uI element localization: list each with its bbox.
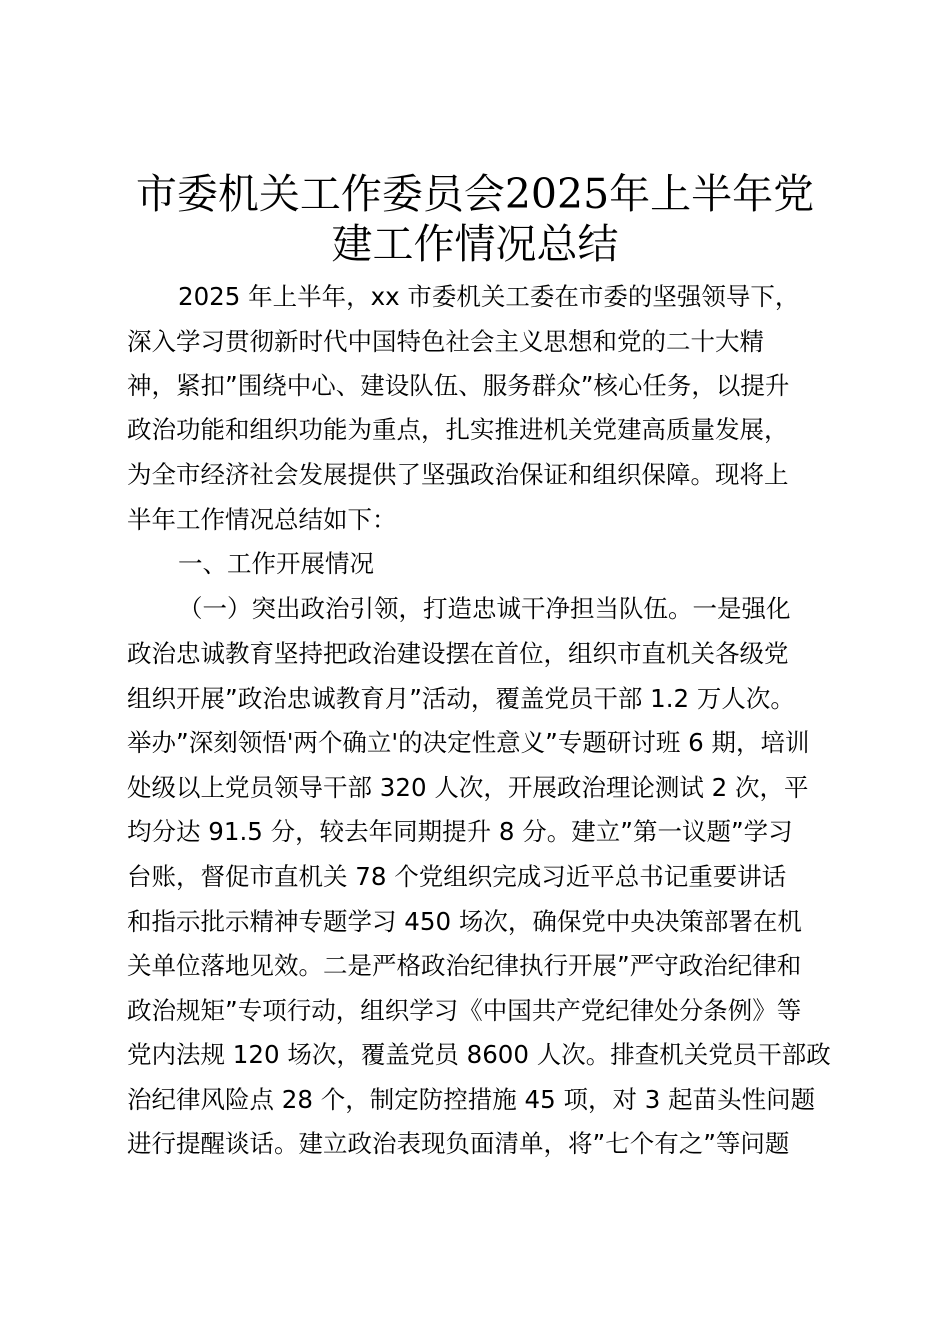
- body-line: 台账，督促市直机关 78 个党组织完成习近平总书记重要讲话: [127, 862, 787, 891]
- body-line: 神，紧扣”围绕中心、建设队伍、服务群众”核心任务，以提升: [127, 371, 790, 400]
- body-line: 组织开展”政治忠诚教育月”活动，覆盖党员干部 1.2 万人次。: [127, 684, 795, 713]
- body-line: （一）突出政治引领，打造忠诚干净担当队伍。一是强化: [178, 594, 791, 623]
- body-line: 处级以上党员领导干部 320 人次，开展政治理论测试 2 次，平: [127, 773, 809, 802]
- body-line: 为全市经济社会发展提供了坚强政治保证和组织保障。现将上: [127, 460, 789, 489]
- body-line: 深入学习贯彻新时代中国特色社会主义思想和党的二十大精: [127, 327, 764, 356]
- body-line: 政治忠诚教育坚持把政治建设摆在首位，组织市直机关各级党: [127, 639, 789, 668]
- body-line: 治纪律风险点 28 个，制定防控措施 45 项，对 3 起苗头性问题: [127, 1085, 816, 1114]
- body-line: 进行提醒谈话。建立政治表现负面清单，将”七个有之”等问题: [127, 1129, 790, 1158]
- body-line: 政治功能和组织功能为重点，扎实推进机关党建高质量发展，: [127, 415, 789, 444]
- body-line: 党内法规 120 场次，覆盖党员 8600 人次。排查机关党员干部政: [127, 1040, 831, 1069]
- body-line: 关单位落地见效。二是严格政治纪律执行开展”严守政治纪律和: [127, 951, 802, 980]
- body-line: 举办”深刻领悟'两个确立'的决定性意义”专题研讨班 6 期，培训: [127, 728, 810, 757]
- body-line: 半年工作情况总结如下：: [127, 505, 397, 534]
- section-heading: 一、工作开展情况: [178, 549, 374, 578]
- document-title-line-2: 建工作情况总结: [331, 220, 619, 268]
- body-line: 2025 年上半年，xx 市委机关工委在市委的坚强领导下，: [178, 282, 800, 311]
- document-title-line-1: 市委机关工作委员会2025年上半年党: [135, 170, 815, 218]
- body-line: 和指示批示精神专题学习 450 场次，确保党中央决策部署在机: [127, 907, 802, 936]
- body-line: 政治规矩”专项行动，组织学习《中国共产党纪律处分条例》等: [127, 996, 802, 1025]
- body-line: 均分达 91.5 分，较去年同期提升 8 分。建立”第一议题”学习: [127, 817, 793, 846]
